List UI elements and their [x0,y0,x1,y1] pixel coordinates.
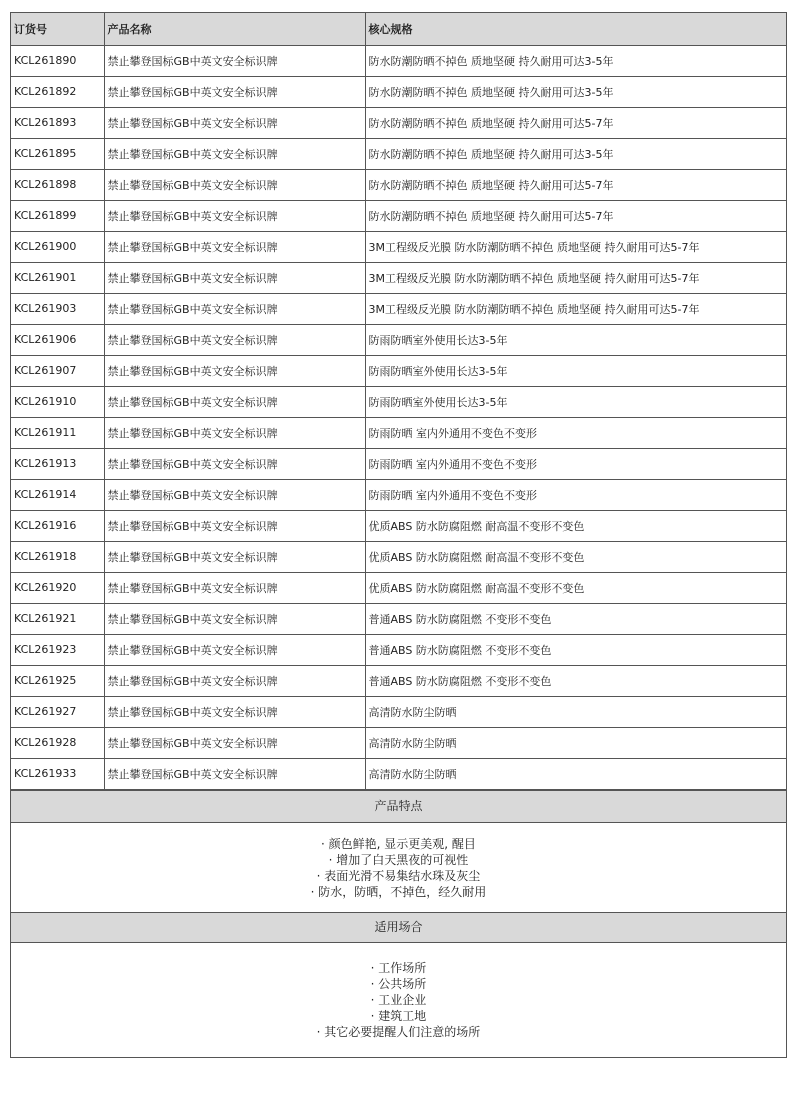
header-order-code: 订货号 [11,13,104,45]
cell-order-code: KCL261907 [11,355,104,386]
table-row [11,572,786,603]
cell-order-code: KCL261925 [11,665,104,696]
cell-order-code: KCL261927 [11,696,104,727]
table-row [11,634,786,665]
cell-order-code: KCL261921 [11,603,104,634]
cell-order-code: KCL261892 [11,76,104,107]
cell-core-spec: 高清防水防尘防晒 [365,727,786,758]
cell-product-name: 禁止攀登国标GB中英文安全标识牌 [104,200,365,231]
spec-sheet [10,12,787,1058]
cell-product-name: 禁止攀登国标GB中英文安全标识牌 [104,510,365,541]
table-row [11,231,786,262]
list-item: · 建筑工地 [370,1008,427,1023]
cell-core-spec: 3M工程级反光膜 防水防潮防晒不掉色 质地坚硬 持久耐用可达5-7年 [365,231,786,262]
table-row [11,541,786,572]
cell-core-spec: 3M工程级反光膜 防水防潮防晒不掉色 质地坚硬 持久耐用可达5-7年 [365,262,786,293]
table-row [11,510,786,541]
features-title: 产品特点 [11,790,786,822]
table-row [11,169,786,200]
list-item: · 工作场所 [370,960,427,975]
cell-product-name: 禁止攀登国标GB中英文安全标识牌 [104,541,365,572]
cell-product-name: 禁止攀登国标GB中英文安全标识牌 [104,758,365,789]
list-item: · 表面光滑不易集结水珠及灰尘 [316,868,481,883]
cell-product-name: 禁止攀登国标GB中英文安全标识牌 [104,45,365,76]
cell-product-name: 禁止攀登国标GB中英文安全标识牌 [104,76,365,107]
cell-product-name: 禁止攀登国标GB中英文安全标识牌 [104,448,365,479]
cell-product-name: 禁止攀登国标GB中英文安全标识牌 [104,138,365,169]
scenes-list [11,942,786,1057]
cell-core-spec: 3M工程级反光膜 防水防潮防晒不掉色 质地坚硬 持久耐用可达5-7年 [365,293,786,324]
cell-order-code: KCL261911 [11,417,104,448]
cell-order-code: KCL261901 [11,262,104,293]
cell-order-code: KCL261918 [11,541,104,572]
cell-order-code: KCL261900 [11,231,104,262]
cell-core-spec: 防雨防晒室外使用长达3-5年 [365,324,786,355]
table-row [11,324,786,355]
cell-product-name: 禁止攀登国标GB中英文安全标识牌 [104,696,365,727]
cell-product-name: 禁止攀登国标GB中英文安全标识牌 [104,572,365,603]
header-core-spec: 核心规格 [365,13,786,45]
table-row [11,448,786,479]
cell-core-spec: 防雨防晒室外使用长达3-5年 [365,355,786,386]
features-list [11,822,786,912]
list-item: · 增加了白天黑夜的可视性 [328,852,469,867]
cell-core-spec: 普通ABS 防水防腐阻燃 不变形不变色 [365,634,786,665]
cell-core-spec: 高清防水防尘防晒 [365,696,786,727]
table-header-row [11,13,786,45]
cell-core-spec: 优质ABS 防水防腐阻燃 耐高温不变形不变色 [365,510,786,541]
spec-table [11,13,786,790]
table-body [11,45,786,789]
cell-order-code: KCL261890 [11,45,104,76]
list-item: · 颜色鲜艳, 显示更美观, 醒目 [321,836,476,851]
cell-product-name: 禁止攀登国标GB中英文安全标识牌 [104,107,365,138]
list-item: · 公共场所 [370,976,427,991]
table-row [11,758,786,789]
cell-product-name: 禁止攀登国标GB中英文安全标识牌 [104,231,365,262]
table-row [11,696,786,727]
cell-core-spec: 防水防潮防晒不掉色 质地坚硬 持久耐用可达3-5年 [365,45,786,76]
cell-core-spec: 防雨防晒 室内外通用不变色不变形 [365,417,786,448]
cell-product-name: 禁止攀登国标GB中英文安全标识牌 [104,293,365,324]
table-row [11,200,786,231]
table-row [11,479,786,510]
cell-core-spec: 防水防潮防晒不掉色 质地坚硬 持久耐用可达5-7年 [365,107,786,138]
cell-core-spec: 优质ABS 防水防腐阻燃 耐高温不变形不变色 [365,541,786,572]
cell-product-name: 禁止攀登国标GB中英文安全标识牌 [104,634,365,665]
cell-product-name: 禁止攀登国标GB中英文安全标识牌 [104,417,365,448]
cell-product-name: 禁止攀登国标GB中英文安全标识牌 [104,665,365,696]
list-item: · 防水，防晒，不掉色，经久耐用 [310,884,487,899]
table-row [11,76,786,107]
table-row [11,386,786,417]
cell-order-code: KCL261933 [11,758,104,789]
cell-core-spec: 防水防潮防晒不掉色 质地坚硬 持久耐用可达3-5年 [365,76,786,107]
cell-product-name: 禁止攀登国标GB中英文安全标识牌 [104,727,365,758]
table-row [11,355,786,386]
cell-order-code: KCL261910 [11,386,104,417]
table-row [11,727,786,758]
cell-core-spec: 普通ABS 防水防腐阻燃 不变形不变色 [365,665,786,696]
cell-order-code: KCL261920 [11,572,104,603]
cell-order-code: KCL261899 [11,200,104,231]
table-row [11,262,786,293]
cell-product-name: 禁止攀登国标GB中英文安全标识牌 [104,262,365,293]
table-row [11,665,786,696]
table-row [11,603,786,634]
cell-product-name: 禁止攀登国标GB中英文安全标识牌 [104,479,365,510]
list-item: · 工业企业 [370,992,427,1007]
header-product-name: 产品名称 [104,13,365,45]
table-row [11,417,786,448]
cell-product-name: 禁止攀登国标GB中英文安全标识牌 [104,603,365,634]
cell-order-code: KCL261895 [11,138,104,169]
cell-product-name: 禁止攀登国标GB中英文安全标识牌 [104,355,365,386]
cell-order-code: KCL261928 [11,727,104,758]
cell-core-spec: 优质ABS 防水防腐阻燃 耐高温不变形不变色 [365,572,786,603]
cell-core-spec: 高清防水防尘防晒 [365,758,786,789]
cell-product-name: 禁止攀登国标GB中英文安全标识牌 [104,169,365,200]
cell-product-name: 禁止攀登国标GB中英文安全标识牌 [104,324,365,355]
cell-order-code: KCL261914 [11,479,104,510]
cell-core-spec: 普通ABS 防水防腐阻燃 不变形不变色 [365,603,786,634]
cell-order-code: KCL261898 [11,169,104,200]
cell-core-spec: 防水防潮防晒不掉色 质地坚硬 持久耐用可达3-5年 [365,138,786,169]
cell-core-spec: 防水防潮防晒不掉色 质地坚硬 持久耐用可达5-7年 [365,169,786,200]
table-row [11,293,786,324]
cell-core-spec: 防雨防晒室外使用长达3-5年 [365,386,786,417]
cell-order-code: KCL261906 [11,324,104,355]
cell-product-name: 禁止攀登国标GB中英文安全标识牌 [104,386,365,417]
cell-core-spec: 防水防潮防晒不掉色 质地坚硬 持久耐用可达5-7年 [365,200,786,231]
cell-order-code: KCL261893 [11,107,104,138]
table-row [11,107,786,138]
list-item: · 其它必要提醒人们注意的场所 [316,1024,481,1039]
scenes-title: 适用场合 [11,912,786,942]
cell-core-spec: 防雨防晒 室内外通用不变色不变形 [365,448,786,479]
table-row [11,45,786,76]
cell-core-spec: 防雨防晒 室内外通用不变色不变形 [365,479,786,510]
cell-order-code: KCL261903 [11,293,104,324]
cell-order-code: KCL261923 [11,634,104,665]
table-row [11,138,786,169]
cell-order-code: KCL261916 [11,510,104,541]
cell-order-code: KCL261913 [11,448,104,479]
